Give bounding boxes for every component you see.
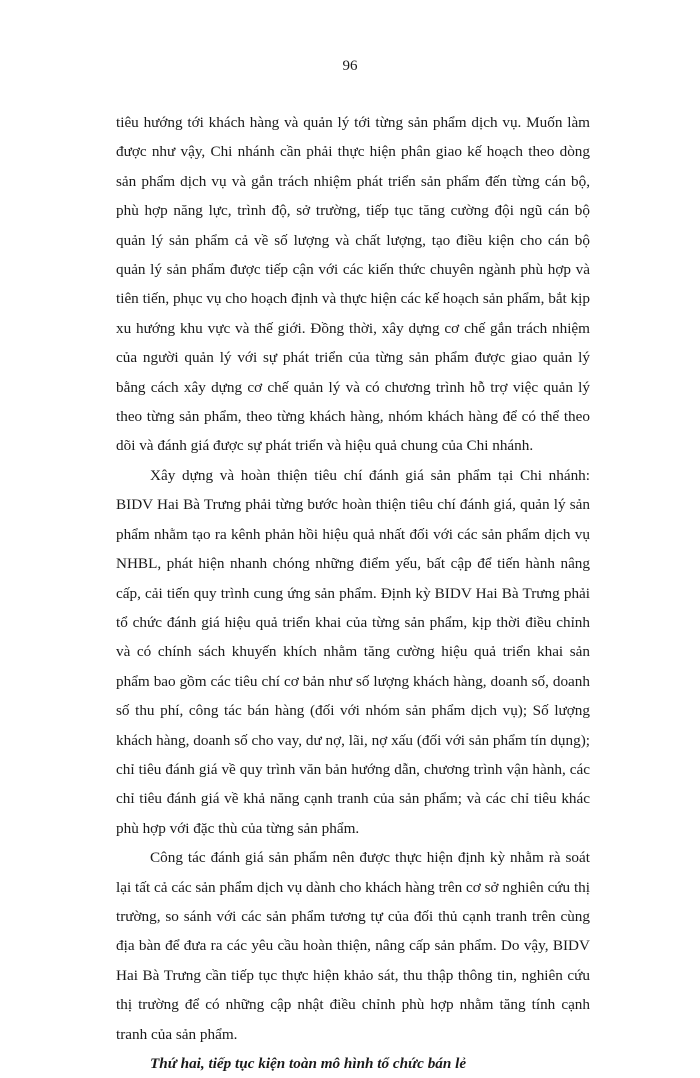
document-body [116, 108, 590, 1078]
section-heading: Thứ hai, tiếp tục kiện toàn mô hình tổ chức bán lẻ [150, 1055, 467, 1072]
paragraph-product-assessment: Công tác đánh giá sản phẩm nên được thực hiện định kỳ nhằm rà soát lại tất cả các sản phẩm dịch vụ dành cho khách hàng trên cơ sở nghiên cứu thị trường, so sánh với các sản phẩm tương tự của đối thủ cạnh tranh trên cùng địa bàn để đưa ra các yêu cầu hoàn thiện, nâng cấp sản phẩm. Do vậy, BIDV Hai Bà Trưng cần tiếp tục thực hiện khảo sát, thu thập thông tin, nghiên cứu thị trường để có những cập nhật điều chỉnh phù hợp nhằm tăng tính cạnh tranh của sản phẩm. [116, 849, 590, 1043]
paragraph-evaluation-criteria: Xây dựng và hoàn thiện tiêu chí đánh giá sản phẩm tại Chi nhánh: BIDV Hai Bà Trưng phải từng bước hoàn thiện tiêu chí đánh giá, quản lý sản phẩm nhằm tạo ra kênh phản hồi hiệu quả nhất đối với các sản phẩm dịch vụ NHBL, phát hiện nhanh chóng những điểm yếu, bất cập để tiến hành nâng cấp, cải tiến quy trình cung ứng sản phẩm. Định kỳ BIDV Hai Bà Trưng phải tổ chức đánh giá hiệu quả triển khai của từng sản phẩm, kịp thời điều chỉnh và có chính sách khuyến khích nhằm tăng cường hiệu quả triển khai sản phẩm bao gồm các tiêu chí cơ bản như số lượng khách hàng, doanh số, doanh số thu phí, công tác bán hàng (đối với nhóm sản phẩm dịch vụ); Số lượng khách hàng, doanh số cho vay, dư nợ, lãi, nợ xấu (đối với sản phẩm tín dụng); chỉ tiêu đánh giá về quy trình văn bản hướng dẫn, chương trình vận hành, các chỉ tiêu đánh giá về khả năng cạnh tranh của sản phẩm; và các chỉ tiêu khác phù hợp với đặc thù của từng sản phẩm. [116, 466, 590, 837]
paragraph-continuation: tiêu hướng tới khách hàng và quản lý tới từng sản phẩm dịch vụ. Muốn làm được như vậy, Chi nhánh cần phải thực hiện phân giao kế hoạch theo dòng sản phẩm dịch vụ và gắn trách nhiệm phát triển sản phẩm đến từng cán bộ, phù hợp năng lực, trình độ, sở trường, tiếp tục tăng cường đội ngũ cán bộ quản lý sản phẩm cả về số lượng và chất lượng, tạo điều kiện cho cán bộ quản lý sản phẩm được tiếp cận với các kiến thức chuyên ngành phù hợp và tiên tiến, phục vụ cho hoạch định và thực hiện các kế hoạch sản phẩm, bắt kịp xu hướng khu vực và thế giới. Đồng thời, xây dựng cơ chế gắn trách nhiệm của người quản lý với sự phát triển của từng sản phẩm được giao quản lý bằng cách xây dựng cơ chế quản lý và có chương trình hỗ trợ việc quản lý theo từng sản phẩm, theo từng khách hàng, nhóm khách hàng để có thể theo dõi và đánh giá được sự phát triển và hiệu quả chung của Chi nhánh. [116, 114, 590, 455]
page-number: 96 [342, 58, 358, 74]
